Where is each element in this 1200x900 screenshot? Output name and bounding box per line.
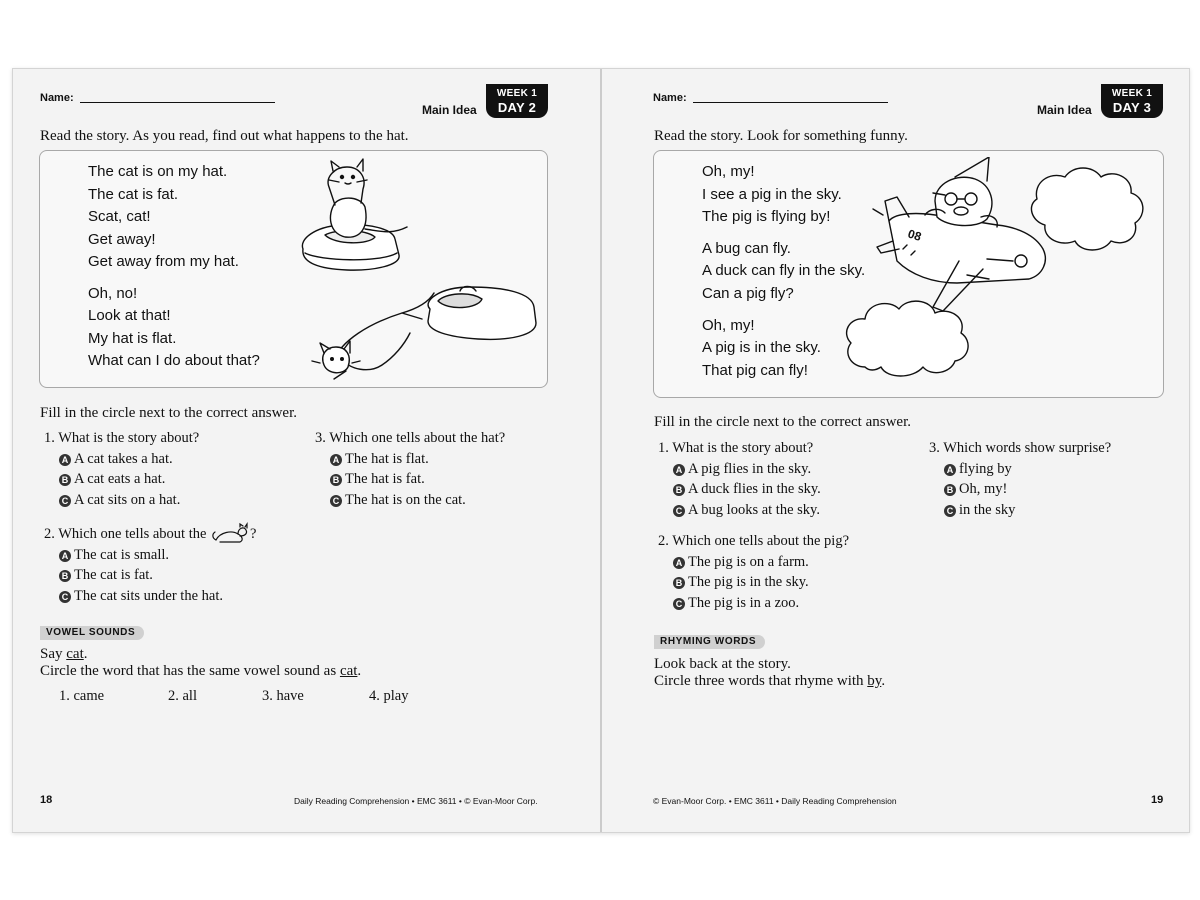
answer-bubble[interactable]: B <box>673 484 685 496</box>
answer-bubble[interactable]: A <box>673 464 685 476</box>
pig-airplane-illustration <box>837 157 1157 389</box>
name-field[interactable] <box>653 92 888 104</box>
answer-bubble[interactable]: B <box>59 570 71 582</box>
story-line: Look at that! <box>88 307 171 324</box>
vowel-instructions <box>40 646 361 680</box>
story-line: Oh, my! <box>702 317 755 334</box>
question-text: 1. What is the story about? <box>658 440 814 456</box>
story-line: I see a pig in the sky. <box>702 186 842 203</box>
answer-option[interactable]: C The cat sits under the hat. <box>44 586 256 607</box>
question-text: 1. What is the story about? <box>44 430 200 446</box>
week-day-badge <box>1101 84 1163 118</box>
question-text: 3. Which words show surprise? <box>929 440 1112 456</box>
story-instruction: Read the story. As you read, find out what happens to the hat. <box>40 128 409 144</box>
skill-label: Main Idea <box>1037 103 1092 117</box>
answer-instruction: Fill in the circle next to the correct answer. <box>654 414 911 430</box>
cat-on-hat-illustration <box>295 157 425 275</box>
answer-option[interactable]: A flying by <box>929 459 1111 480</box>
week-day-badge <box>486 84 548 118</box>
week-label: WEEK 1 <box>1111 88 1153 99</box>
skill-label: Main Idea <box>422 103 477 117</box>
answer-option[interactable]: B The pig is in the sky. <box>658 572 849 593</box>
name-label: Name: <box>40 92 74 104</box>
page-number: 18 <box>40 794 53 806</box>
name-blank-line[interactable] <box>80 102 275 103</box>
answer-bubble[interactable]: A <box>330 454 342 466</box>
look-back-line: Look back at the story. <box>654 656 791 672</box>
word-choice-3[interactable]: 3. have <box>262 688 304 704</box>
section-tag: VOWEL SOUNDS <box>40 626 144 640</box>
answer-option[interactable]: C in the sky <box>929 500 1111 521</box>
answer-option[interactable]: A A cat takes a hat. <box>44 449 199 470</box>
answer-option[interactable]: B Oh, my! <box>929 479 1111 500</box>
story-line: Get away! <box>88 231 156 248</box>
page-number: 19 <box>1151 794 1164 806</box>
answer-bubble[interactable]: B <box>59 474 71 486</box>
day-label: DAY 2 <box>497 100 537 115</box>
week-label: WEEK 1 <box>496 88 538 99</box>
story-line: Get away from my hat. <box>88 253 239 270</box>
word-choice-4[interactable]: 4. play <box>369 688 409 704</box>
cat-running-flat-hat-illustration <box>310 279 540 383</box>
story-line: What can I do about that? <box>88 352 260 369</box>
answer-option[interactable]: C A cat sits on a hat. <box>44 490 199 511</box>
question-text: 2. Which one tells about the pig? <box>658 533 850 549</box>
story-line: The cat is on my hat. <box>88 163 228 180</box>
answer-bubble[interactable]: C <box>330 495 342 507</box>
story-line: A duck can fly in the sky. <box>702 262 866 279</box>
cat-icon <box>210 522 250 544</box>
circle-line: Circle the word that has the same vowel sound as cat. <box>40 663 362 679</box>
name-label: Name: <box>653 92 687 104</box>
answer-bubble[interactable]: B <box>330 474 342 486</box>
story-line: The pig is flying by! <box>702 208 831 225</box>
story-line: My hat is flat. <box>88 330 177 347</box>
answer-bubble[interactable]: B <box>944 484 956 496</box>
story-line: The cat is fat. <box>88 186 179 203</box>
question-2 <box>44 522 256 606</box>
story-line: That pig can fly! <box>702 362 808 379</box>
page-footer: Daily Reading Comprehension • EMC 3611 • © Evan-Moor Corp. <box>294 796 538 806</box>
answer-instruction: Fill in the circle next to the correct answer. <box>40 405 297 421</box>
answer-bubble[interactable]: C <box>944 505 956 517</box>
answer-option[interactable]: A A pig flies in the sky. <box>658 459 821 480</box>
page-right <box>602 69 1189 832</box>
answer-option[interactable]: A The pig is on a farm. <box>658 552 849 573</box>
word-choice-1[interactable]: 1. came <box>59 688 105 704</box>
answer-option[interactable]: B The cat is fat. <box>44 565 256 586</box>
answer-bubble[interactable]: C <box>59 591 71 603</box>
answer-option[interactable]: A The hat is flat. <box>315 449 505 470</box>
page-left <box>13 69 600 832</box>
question-3 <box>929 438 1111 520</box>
answer-option[interactable]: C The pig is in a zoo. <box>658 593 849 614</box>
answer-option[interactable]: B The hat is fat. <box>315 469 505 490</box>
story-line: Scat, cat! <box>88 208 151 225</box>
answer-bubble[interactable]: C <box>59 495 71 507</box>
answer-option[interactable]: B A cat eats a hat. <box>44 469 199 490</box>
rhyme-instructions <box>654 656 885 690</box>
story-line: A bug can fly. <box>702 240 791 257</box>
story-box <box>39 150 548 388</box>
question-1 <box>658 438 821 520</box>
workbook-spread <box>12 68 1190 833</box>
day-label: DAY 3 <box>1112 100 1152 115</box>
answer-option[interactable]: C A bug looks at the sky. <box>658 500 821 521</box>
answer-bubble[interactable]: C <box>673 598 685 610</box>
story-line: A pig is in the sky. <box>702 339 821 356</box>
answer-bubble[interactable]: B <box>673 577 685 589</box>
circle-line: Circle three words that rhyme with by. <box>654 673 886 689</box>
name-field[interactable] <box>40 92 275 104</box>
answer-bubble[interactable]: A <box>673 557 685 569</box>
answer-option[interactable]: C The hat is on the cat. <box>315 490 505 511</box>
answer-bubble[interactable]: C <box>673 505 685 517</box>
question-text: 3. Which one tells about the hat? <box>315 430 506 446</box>
say-line: Say cat. <box>40 646 88 662</box>
question-2 <box>658 531 849 613</box>
answer-option[interactable]: A The cat is small. <box>44 545 256 566</box>
question-text: 2. Which one tells about the ? <box>44 522 256 545</box>
story-box <box>653 150 1164 398</box>
answer-bubble[interactable]: A <box>59 550 71 562</box>
story-line: Oh, no! <box>88 285 138 302</box>
story-instruction: Read the story. Look for something funny. <box>654 128 908 144</box>
answer-option[interactable]: B A duck flies in the sky. <box>658 479 821 500</box>
section-tag: RHYMING WORDS <box>654 635 765 649</box>
name-blank-line[interactable] <box>693 102 888 103</box>
plane-number: 08 <box>906 226 924 244</box>
question-1 <box>44 428 199 510</box>
answer-bubble[interactable]: A <box>59 454 71 466</box>
word-choice-2[interactable]: 2. all <box>168 688 197 704</box>
story-line: Oh, my! <box>702 163 755 180</box>
question-3 <box>315 428 505 510</box>
answer-bubble[interactable]: A <box>944 464 956 476</box>
story-line: Can a pig fly? <box>702 285 794 302</box>
page-footer: © Evan-Moor Corp. • EMC 3611 • Daily Reading Comprehension <box>653 796 897 806</box>
